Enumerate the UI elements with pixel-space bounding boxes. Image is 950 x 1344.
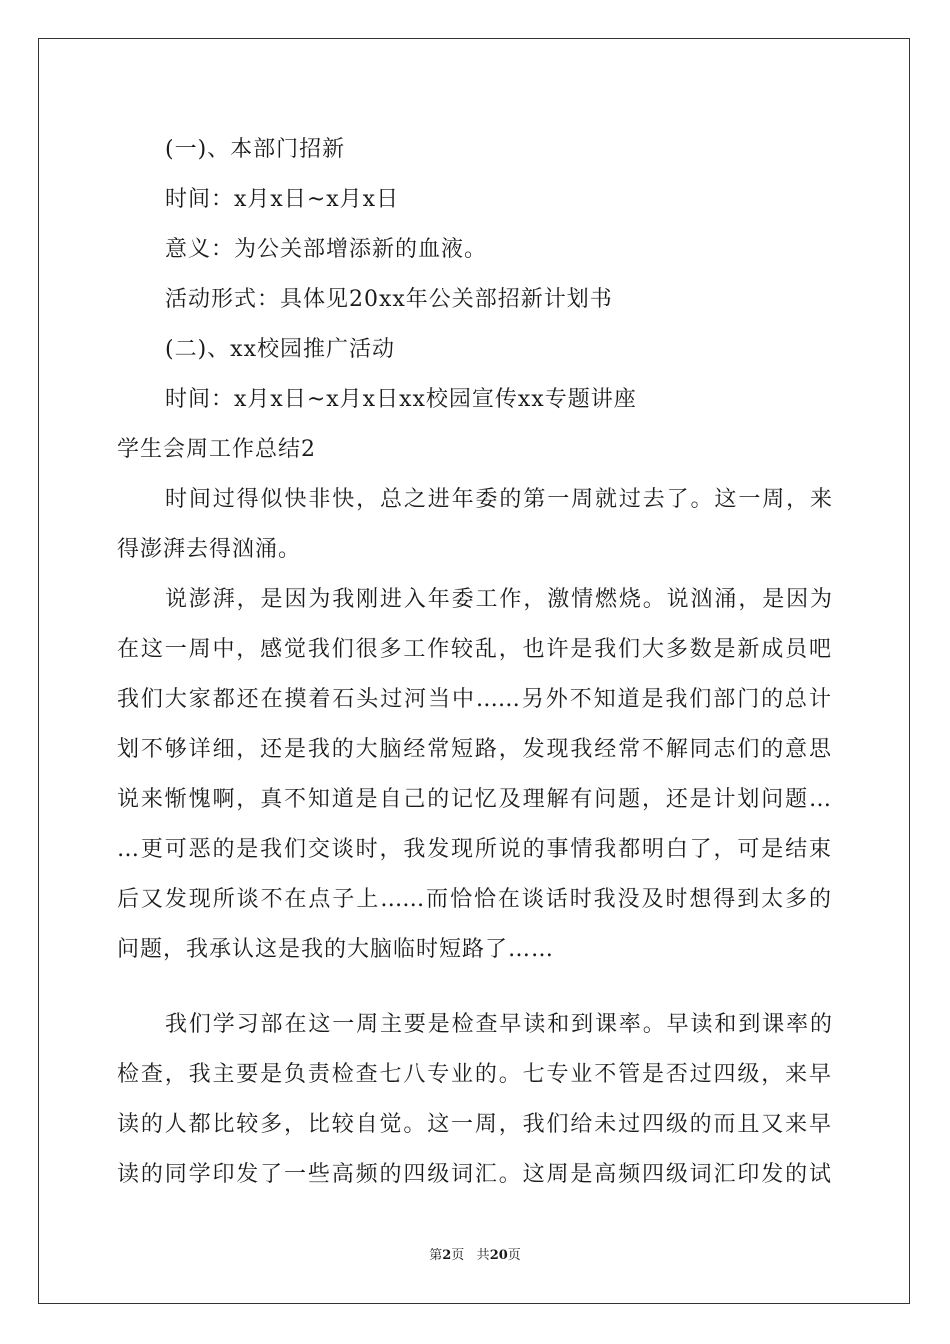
paragraph3-line4: 读的同学印发了一些高频的四级词汇。这周是高频四级词汇印发的试: [117, 1162, 831, 1187]
document-heading: 学生会周工作总结2: [117, 437, 316, 462]
page-number-footer: [0, 1247, 950, 1265]
paragraph2-line2: 在这一周中，感觉我们很多工作较乱，也许是我们大多数是新成员吧: [117, 637, 831, 662]
footer-total-unit: 页: [507, 1248, 521, 1263]
paragraph3-line3: 读的人都比较多，比较自觉。这一周，我们给未过四级的而且又来早: [117, 1112, 831, 1137]
section-one-title: (一)、本部门招新: [165, 137, 346, 162]
footer-page-current: 2: [442, 1248, 452, 1263]
paragraph3-line2: 检查，我主要是负责检查七八专业的。七专业不管是否过四级，来早: [117, 1062, 831, 1087]
section-one-format: 活动形式：具体见20xx年公关部招新计划书: [165, 287, 613, 312]
paragraph1-line1: 时间过得似快非快，总之进年委的第一周就过去了。这一周，来: [165, 487, 832, 512]
paragraph1-line2: 得澎湃去得汹涌。: [117, 537, 302, 562]
section-one-meaning: 意义：为公关部增添新的血液。: [165, 237, 488, 262]
paragraph2-line3: 我们大家都还在摸着石头过河当中……另外不知道是我们部门的总计: [117, 687, 831, 712]
section-one-time: 时间：x月x日~x月x日: [165, 187, 400, 212]
paragraph2-line1: 说澎湃，是因为我刚进入年委工作，激情燃烧。说汹涌，是因为: [165, 587, 832, 612]
paragraph2-line4: 划不够详细，还是我的大脑经常短路，发现我经常不解同志们的意思: [117, 737, 831, 762]
section-two-time: 时间：x月x日~x月x日xx校园宣传xx专题讲座: [165, 387, 637, 412]
paragraph2-line5: 说来惭愧啊，真不知道是自己的记忆及理解有问题，还是计划问题…: [117, 787, 831, 812]
footer-page-prefix: 第: [429, 1248, 443, 1263]
footer-total-prefix: 共: [476, 1248, 490, 1263]
footer-page-unit: 页: [451, 1248, 465, 1263]
footer-page-total: 20: [489, 1248, 508, 1263]
paragraph2-line6: …更可恶的是我们交谈时，我发现所说的事情我都明白了，可是结束: [117, 837, 831, 862]
paragraph2-line8: 问题，我承认这是我的大脑临时短路了……: [117, 937, 555, 962]
paragraph2-line7: 后又发现所谈不在点子上……而恰恰在谈话时我没及时想得到太多的: [117, 887, 831, 912]
section-two-title: (二)、xx校园推广活动: [165, 337, 395, 362]
paragraph3-line1: 我们学习部在这一周主要是检查早读和到课率。早读和到课率的: [165, 1012, 832, 1037]
